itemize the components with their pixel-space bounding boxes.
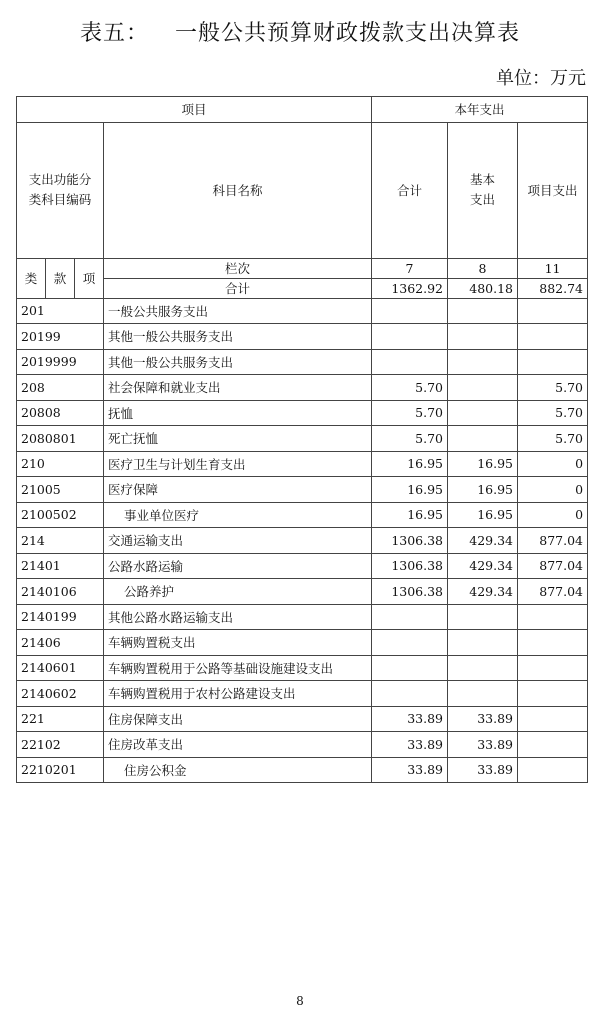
table-row bbox=[17, 681, 588, 707]
row-project: 877.04 bbox=[518, 579, 588, 605]
header-kuan: 款 bbox=[46, 258, 75, 298]
table-row bbox=[17, 426, 588, 452]
page-title bbox=[0, 16, 600, 47]
title-main: 一般公共预算财政拨款支出决算表 bbox=[175, 21, 521, 46]
table-row bbox=[17, 757, 588, 783]
row-basic bbox=[448, 375, 518, 401]
header-this-year: 本年支出 bbox=[372, 97, 588, 123]
row-code: 2210201 bbox=[17, 757, 104, 783]
table-row bbox=[17, 579, 588, 605]
row-subject-name: 社会保障和就业支出 bbox=[104, 375, 372, 401]
row-project: 0 bbox=[518, 502, 588, 528]
row-project bbox=[518, 604, 588, 630]
table-row bbox=[17, 502, 588, 528]
row-total: 16.95 bbox=[372, 451, 448, 477]
row-project bbox=[518, 324, 588, 350]
table-row bbox=[17, 375, 588, 401]
row-subject-name: 住房公积金 bbox=[104, 757, 372, 783]
row-project bbox=[518, 732, 588, 758]
row-project: 5.70 bbox=[518, 400, 588, 426]
row-code: 2140199 bbox=[17, 604, 104, 630]
row-project bbox=[518, 630, 588, 656]
sum-basic: 480.18 bbox=[448, 278, 518, 298]
row-basic bbox=[448, 630, 518, 656]
expenditure-table bbox=[16, 96, 588, 783]
row-basic: 429.34 bbox=[448, 579, 518, 605]
header-xiang: 项 bbox=[75, 258, 104, 298]
row-project bbox=[518, 681, 588, 707]
header-row-2 bbox=[17, 122, 588, 258]
row-subject-name: 住房改革支出 bbox=[104, 732, 372, 758]
row-basic: 16.95 bbox=[448, 451, 518, 477]
header-lei: 类 bbox=[17, 258, 46, 298]
row-project: 877.04 bbox=[518, 528, 588, 554]
header-basic bbox=[448, 122, 518, 258]
header-basic-line1: 基本 bbox=[470, 172, 496, 187]
row-subject-name: 事业单位医疗 bbox=[104, 502, 372, 528]
row-code: 21005 bbox=[17, 477, 104, 503]
header-code-label-line2: 类科目编码 bbox=[28, 192, 92, 207]
header-project: 项目支出 bbox=[518, 122, 588, 258]
row-subject-name: 死亡抚恤 bbox=[104, 426, 372, 452]
row-total: 5.70 bbox=[372, 426, 448, 452]
row-subject-name: 一般公共服务支出 bbox=[104, 298, 372, 324]
row-basic: 429.34 bbox=[448, 528, 518, 554]
row-code: 21401 bbox=[17, 553, 104, 579]
row-basic: 33.89 bbox=[448, 706, 518, 732]
row-basic bbox=[448, 298, 518, 324]
row-project: 5.70 bbox=[518, 375, 588, 401]
header-code-label bbox=[17, 122, 104, 258]
row-subject-name: 车辆购置税用于公路等基础设施建设支出 bbox=[104, 655, 372, 681]
row-total: 1306.38 bbox=[372, 579, 448, 605]
row-basic: 429.34 bbox=[448, 553, 518, 579]
header-item: 项目 bbox=[17, 97, 372, 123]
row-code: 22102 bbox=[17, 732, 104, 758]
row-basic: 16.95 bbox=[448, 502, 518, 528]
header-code-label-line1: 支出功能分 bbox=[28, 172, 92, 187]
row-project bbox=[518, 757, 588, 783]
row-total: 5.70 bbox=[372, 400, 448, 426]
title-prefix: 表五： bbox=[79, 21, 149, 46]
header-col-basic-num: 8 bbox=[448, 258, 518, 278]
row-total bbox=[372, 298, 448, 324]
row-basic: 16.95 bbox=[448, 477, 518, 503]
row-subject-name: 车辆购置税支出 bbox=[104, 630, 372, 656]
row-total bbox=[372, 630, 448, 656]
row-project: 877.04 bbox=[518, 553, 588, 579]
row-basic bbox=[448, 655, 518, 681]
row-total: 1306.38 bbox=[372, 553, 448, 579]
row-code: 20808 bbox=[17, 400, 104, 426]
row-basic bbox=[448, 604, 518, 630]
header-total: 合计 bbox=[372, 122, 448, 258]
sum-project: 882.74 bbox=[518, 278, 588, 298]
row-project: 0 bbox=[518, 451, 588, 477]
row-project: 0 bbox=[518, 477, 588, 503]
header-col-order: 栏次 bbox=[104, 258, 372, 278]
row-subject-name: 交通运输支出 bbox=[104, 528, 372, 554]
row-total bbox=[372, 655, 448, 681]
header-row-1 bbox=[17, 97, 588, 123]
table-row bbox=[17, 604, 588, 630]
row-project bbox=[518, 298, 588, 324]
table-row bbox=[17, 349, 588, 375]
table-row bbox=[17, 706, 588, 732]
table-row bbox=[17, 298, 588, 324]
row-subject-name: 医疗卫生与计划生育支出 bbox=[104, 451, 372, 477]
row-project bbox=[518, 349, 588, 375]
table-row bbox=[17, 630, 588, 656]
header-row-3 bbox=[17, 258, 588, 278]
row-code: 221 bbox=[17, 706, 104, 732]
row-total bbox=[372, 324, 448, 350]
row-total: 5.70 bbox=[372, 375, 448, 401]
sum-label: 合计 bbox=[104, 278, 372, 298]
table-row bbox=[17, 324, 588, 350]
table-row bbox=[17, 400, 588, 426]
row-total: 16.95 bbox=[372, 502, 448, 528]
header-col-total-num: 7 bbox=[372, 258, 448, 278]
row-basic bbox=[448, 400, 518, 426]
row-total bbox=[372, 349, 448, 375]
row-code: 2019999 bbox=[17, 349, 104, 375]
row-code: 2100502 bbox=[17, 502, 104, 528]
row-code: 2080801 bbox=[17, 426, 104, 452]
header-subject-name: 科目名称 bbox=[104, 122, 372, 258]
row-subject-name: 公路水路运输 bbox=[104, 553, 372, 579]
row-code: 2140106 bbox=[17, 579, 104, 605]
table-row bbox=[17, 553, 588, 579]
row-code: 214 bbox=[17, 528, 104, 554]
row-subject-name: 其他一般公共服务支出 bbox=[104, 324, 372, 350]
row-code: 201 bbox=[17, 298, 104, 324]
row-subject-name: 抚恤 bbox=[104, 400, 372, 426]
row-total bbox=[372, 681, 448, 707]
row-project: 5.70 bbox=[518, 426, 588, 452]
row-basic bbox=[448, 681, 518, 707]
row-subject-name: 公路养护 bbox=[104, 579, 372, 605]
row-total: 33.89 bbox=[372, 706, 448, 732]
table-row bbox=[17, 451, 588, 477]
row-total: 1306.38 bbox=[372, 528, 448, 554]
unit-label: 单位：万元 bbox=[496, 68, 586, 89]
header-col-project-num: 11 bbox=[518, 258, 588, 278]
row-project bbox=[518, 706, 588, 732]
row-total bbox=[372, 604, 448, 630]
row-basic bbox=[448, 349, 518, 375]
row-total: 16.95 bbox=[372, 477, 448, 503]
row-code: 2140601 bbox=[17, 655, 104, 681]
table-row bbox=[17, 477, 588, 503]
row-code: 210 bbox=[17, 451, 104, 477]
row-basic bbox=[448, 426, 518, 452]
row-subject-name: 医疗保障 bbox=[104, 477, 372, 503]
row-total: 33.89 bbox=[372, 732, 448, 758]
table-row bbox=[17, 655, 588, 681]
row-total: 33.89 bbox=[372, 757, 448, 783]
page-number: 8 bbox=[296, 994, 304, 1008]
row-code: 21406 bbox=[17, 630, 104, 656]
row-code: 20199 bbox=[17, 324, 104, 350]
table-row bbox=[17, 732, 588, 758]
row-subject-name: 其他一般公共服务支出 bbox=[104, 349, 372, 375]
row-basic: 33.89 bbox=[448, 732, 518, 758]
header-basic-line2: 支出 bbox=[470, 192, 496, 207]
row-subject-name: 车辆购置税用于农村公路建设支出 bbox=[104, 681, 372, 707]
row-subject-name: 其他公路水路运输支出 bbox=[104, 604, 372, 630]
row-code: 208 bbox=[17, 375, 104, 401]
row-basic bbox=[448, 324, 518, 350]
row-subject-name: 住房保障支出 bbox=[104, 706, 372, 732]
table-row bbox=[17, 528, 588, 554]
row-code: 2140602 bbox=[17, 681, 104, 707]
sum-total: 1362.92 bbox=[372, 278, 448, 298]
row-basic: 33.89 bbox=[448, 757, 518, 783]
row-project bbox=[518, 655, 588, 681]
